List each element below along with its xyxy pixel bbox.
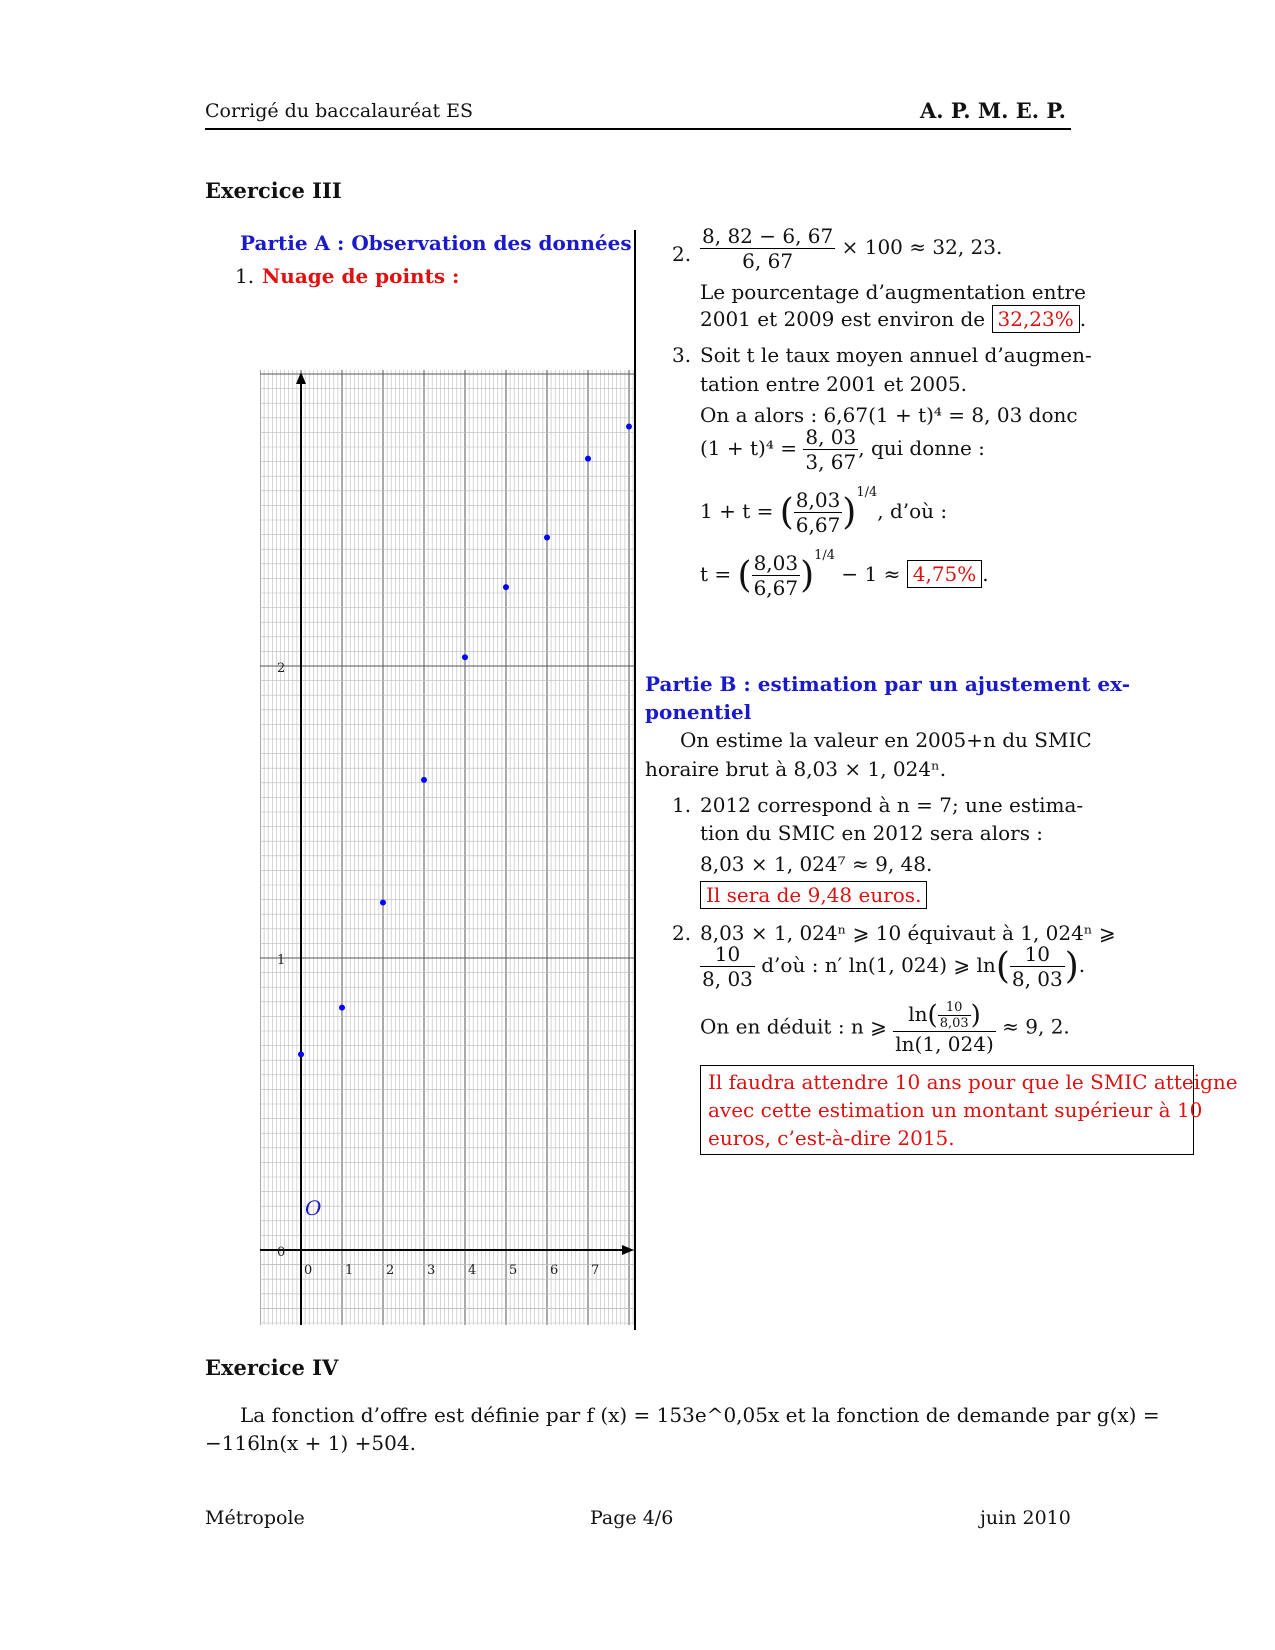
item2-frac-num: 8, 82 − 6, 67 bbox=[702, 224, 834, 248]
item2-line2: 2001 et 2009 est environ de 32,23% . bbox=[700, 307, 1087, 331]
scatter-chart bbox=[260, 370, 636, 1325]
x-tick-label: 6 bbox=[550, 1263, 559, 1278]
b2-line3b: ≈ 9, 2. bbox=[1002, 1014, 1070, 1039]
y-tick-label: 1 bbox=[277, 953, 286, 968]
partB-para-l1: On estime la valeur en 2005+n du SMIC bbox=[680, 728, 1092, 752]
item3-line4 bbox=[700, 425, 985, 474]
partB-para-l2: horaire brut à 8,03 × 1, 024ⁿ. bbox=[645, 757, 947, 781]
item3-line5: 1 + t = ( $\frac{8,03}{6,67}$ )$^{1/4}$, d’où : bbox=[700, 485, 948, 537]
data-point bbox=[585, 456, 591, 462]
item2-line1: Le pourcentage d’augmentation entre bbox=[700, 280, 1086, 304]
item2-number: 2. bbox=[672, 242, 692, 266]
ex4-line1: La fonction d’offre est définie par f (x) = 153e^0,05x et la fonction de demande par g(x) = bbox=[240, 1403, 1160, 1427]
exercise-3-title: Exercice III bbox=[205, 178, 342, 203]
item1-number: 1. bbox=[235, 264, 255, 288]
b1-line3: 8,03 × 1, 024⁷ ≈ 9, 48. bbox=[700, 852, 933, 876]
item2-frac-den: 6, 67 bbox=[742, 249, 794, 273]
data-point bbox=[339, 1005, 345, 1011]
header-right: A. P. M. E. P. bbox=[920, 98, 1066, 123]
x-tick-label: 1 bbox=[345, 1263, 354, 1278]
item3-l5-num: 8,03 bbox=[795, 488, 841, 512]
data-point bbox=[544, 535, 550, 541]
data-point bbox=[298, 1051, 304, 1057]
origin-label: O bbox=[305, 1196, 322, 1220]
item3-line5a: 1 + t = bbox=[700, 499, 774, 523]
x-tick-label: 7 bbox=[591, 1263, 600, 1278]
b2-line2-mid: d’où : n′ ln(1, 024) ⩾ ln bbox=[761, 953, 996, 977]
item2-line2-text: 2001 et 2009 est environ de bbox=[700, 307, 986, 331]
item2-formula bbox=[700, 224, 1002, 273]
x-tick-label: 2 bbox=[386, 1263, 395, 1278]
data-point bbox=[380, 900, 386, 906]
data-point bbox=[503, 584, 509, 590]
b2-line3a: On en déduit : n ⩾ bbox=[700, 1014, 887, 1039]
item3-line1: Soit t le taux moyen annuel d’augmen- bbox=[700, 343, 1092, 367]
b2-frac2-den: 8, 03 bbox=[1011, 967, 1063, 991]
item3-l6-den: 6,67 bbox=[753, 576, 799, 600]
item3-line4a: (1 + t)⁴ = bbox=[700, 436, 797, 460]
item3-line6b: − 1 ≈ bbox=[841, 562, 901, 586]
b1-answer: Il sera de 9,48 euros. bbox=[700, 881, 927, 909]
item3-l6-exp: 1/4 bbox=[814, 548, 836, 563]
b2-ans-l1: Il faudra attendre 10 ans pour que le SMIC atteigne bbox=[708, 1070, 1238, 1094]
item3-l5-den: 6,67 bbox=[795, 513, 841, 537]
item2-tail: × 100 ≈ 32, 23. bbox=[841, 235, 1003, 259]
item3-answer: 4,75% bbox=[907, 560, 983, 588]
b2-ans-l3: euros, c’est-à-dire 2015. bbox=[708, 1126, 955, 1150]
item3-line3: On a alors : 6,67(1 + t)⁴ = 8, 03 donc bbox=[700, 403, 1078, 427]
header-left: Corrigé du baccalauréat ES bbox=[205, 100, 474, 122]
partB-title-l1: Partie B : estimation par un ajustement ex- bbox=[645, 672, 1131, 696]
footer-left: Métropole bbox=[205, 1507, 305, 1529]
item3-l4-num: 8, 03 bbox=[805, 425, 857, 449]
data-point bbox=[421, 777, 427, 783]
b2-big-den: ln(1, 024) bbox=[895, 1032, 994, 1056]
b2-frac-num: 10 bbox=[700, 942, 755, 967]
partA-title: Partie A : Observation des données bbox=[240, 231, 632, 255]
item3-line2: tation entre 2001 et 2005. bbox=[700, 372, 967, 396]
b2-small-num: 10 bbox=[938, 1000, 971, 1016]
x-tick-label: 0 bbox=[304, 1263, 313, 1278]
item3-line5b: , d’où : bbox=[877, 499, 948, 523]
item3-l5-exp: 1/4 bbox=[856, 485, 878, 500]
column-separator bbox=[634, 230, 636, 1330]
b2-line1: 8,03 × 1, 024ⁿ ⩾ 10 équivaut à 1, 024ⁿ ⩾ bbox=[700, 921, 1116, 945]
item1-title: Nuage de points : bbox=[262, 264, 460, 288]
x-axis-arrow bbox=[622, 1245, 634, 1255]
item2-answer: 32,23% bbox=[992, 305, 1080, 333]
item3-line4b: , qui donne : bbox=[858, 436, 985, 460]
b1-line1: 2012 correspond à n = 7; une estima- bbox=[700, 793, 1084, 817]
chart-grid bbox=[260, 370, 636, 1325]
b2-frac-den: 8, 03 bbox=[702, 967, 753, 991]
y-tick-label: 2 bbox=[277, 661, 286, 676]
b2-small-den: 8,03 bbox=[939, 1016, 969, 1031]
partB-title-l2: ponentiel bbox=[645, 700, 752, 724]
item3-number: 3. bbox=[672, 343, 692, 367]
x-tick-label: 3 bbox=[427, 1263, 436, 1278]
data-point bbox=[626, 424, 632, 430]
ex4-line2: −116ln(x + 1) +504. bbox=[205, 1431, 416, 1455]
item3-line6: t = ( $\frac{8,03}{6,67}$ )$^{1/4}$ − 1 ≈ 4,75% . bbox=[700, 548, 989, 600]
b1-line2: tion du SMIC en 2012 sera alors : bbox=[700, 821, 1044, 845]
b2-number: 2. bbox=[672, 921, 692, 945]
b2-line2: $\frac{10}{8, 03}$ d’où : n′ ln(1, 024) ⩾ ln( $\frac{10}{8, 03}$ ). bbox=[702, 942, 1086, 991]
header-rule bbox=[205, 128, 1071, 130]
b2-answer-box bbox=[700, 1065, 1238, 1155]
footer-center: Page 4/6 bbox=[590, 1507, 674, 1529]
item3-line6a: t = bbox=[700, 562, 732, 586]
b2-ans-l2: avec cette estimation un montant supérieur à 10 bbox=[708, 1098, 1203, 1122]
x-tick-label: 5 bbox=[509, 1263, 518, 1278]
x-tick-label: 4 bbox=[468, 1263, 477, 1278]
b2-frac2-num: 10 bbox=[1010, 942, 1065, 967]
data-point bbox=[462, 654, 468, 660]
exercise-4-title: Exercice IV bbox=[205, 1355, 339, 1380]
item3-l4-den: 3, 67 bbox=[805, 450, 857, 474]
footer-right: juin 2010 bbox=[980, 1507, 1071, 1529]
y-tick-label: 0 bbox=[277, 1245, 286, 1260]
b2-ln: ln bbox=[908, 1002, 928, 1026]
b2-line3: On en déduit : n ⩾ ln( $\frac{10}{8,03}$ ) ln(1, 024) ≈ 9, 2. bbox=[700, 1000, 1070, 1056]
b1-number: 1. bbox=[672, 793, 692, 817]
item3-l6-num: 8,03 bbox=[753, 551, 799, 575]
